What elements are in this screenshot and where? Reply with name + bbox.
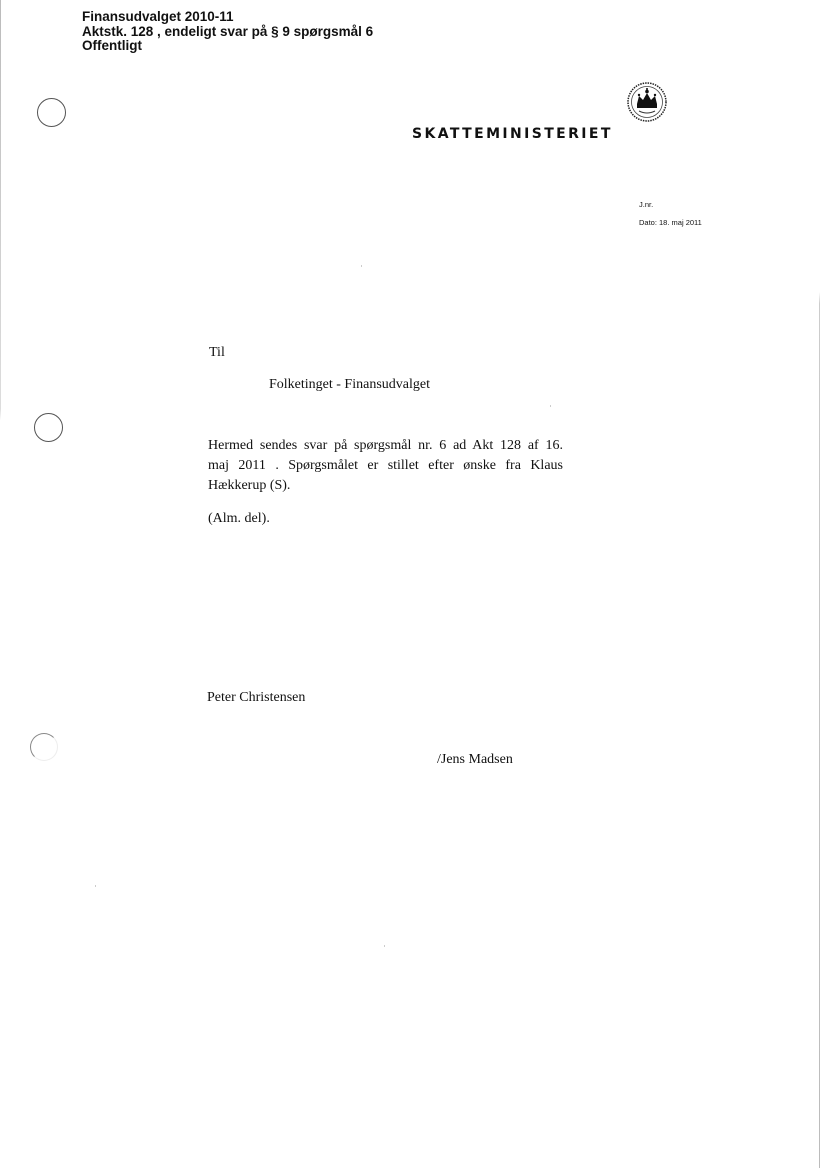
letter-date: Dato: 18. maj 2011 [639, 218, 702, 227]
letter-body [208, 436, 563, 496]
body-line: maj 2011 . Spørgsmålet er stillet efter ønske fra Klaus [208, 458, 563, 473]
to-label: Til [209, 345, 225, 360]
signer-name: Peter Christensen [207, 690, 306, 705]
scan-speck [384, 945, 385, 947]
journal-number-label: J.nr. [639, 200, 654, 209]
punch-hole-top [37, 98, 66, 127]
document-reference: Aktstk. 128 , endeligt svar på § 9 spørgsmål 6 [82, 23, 374, 39]
punch-hole-middle [34, 413, 63, 442]
body-line: Hermed sendes svar på spørgsmål nr. 6 ad Akt 128 af 16. [208, 438, 563, 453]
document-header [82, 10, 373, 54]
crown-seal-icon [625, 80, 669, 124]
cosigner-name: /Jens Madsen [437, 752, 513, 767]
body-line: Hækkerup (S). [208, 478, 291, 493]
scan-speck [95, 885, 96, 887]
recipient-name: Folketinget - Finansudvalget [269, 377, 430, 392]
scan-speck [550, 405, 551, 407]
classification-label: Offentligt [82, 38, 142, 53]
scan-speck [361, 265, 362, 267]
committee-title: Finansudvalget 2010-11 [82, 9, 234, 24]
letter-note: (Alm. del). [208, 511, 270, 526]
ministry-name: SKATTEMINISTERIET [412, 126, 613, 142]
scan-right-edge [819, 0, 820, 1168]
scan-left-edge [0, 0, 1, 1168]
punch-hole-bottom [30, 733, 58, 761]
